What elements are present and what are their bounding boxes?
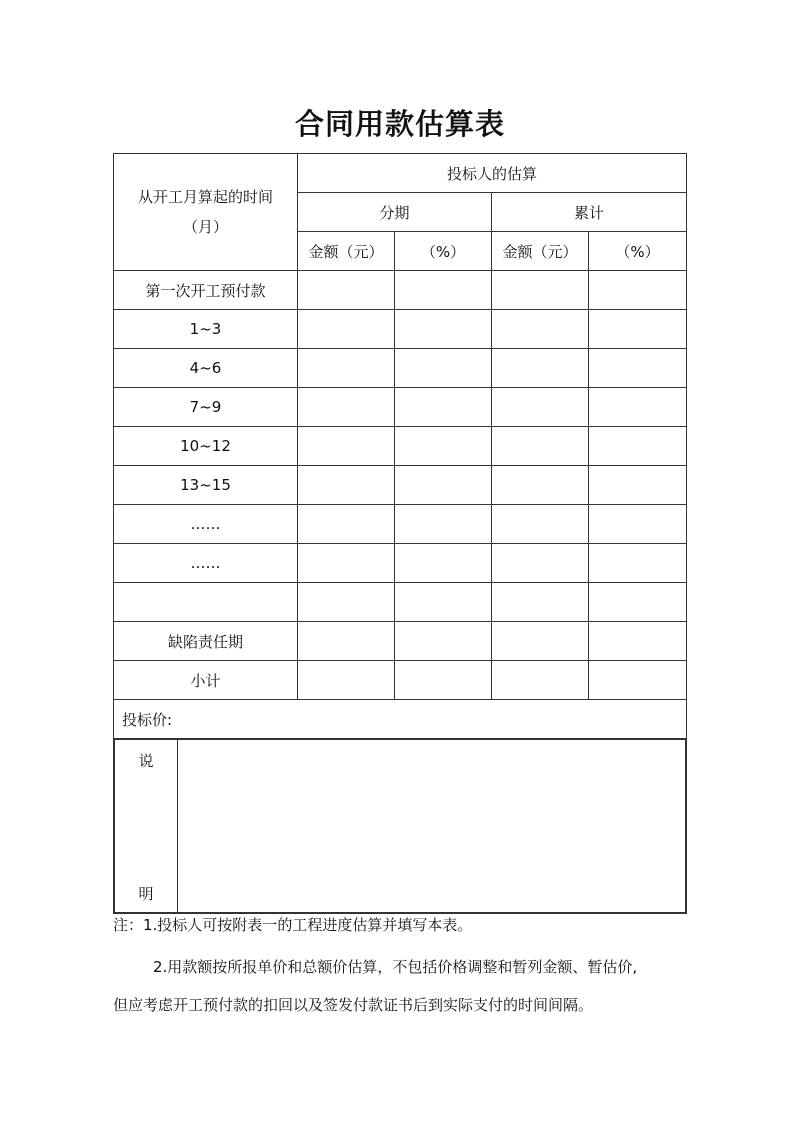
notes-label bbox=[115, 740, 178, 913]
row-label: 7~9 bbox=[114, 388, 298, 427]
cumulative-percent-header: （%） bbox=[589, 232, 687, 271]
time-header-line2: （月） bbox=[182, 218, 228, 236]
installment-percent-cell[interactable] bbox=[395, 661, 492, 700]
table-row bbox=[114, 271, 687, 310]
row-label: 10~12 bbox=[114, 427, 298, 466]
installment-amount-cell[interactable] bbox=[298, 466, 395, 505]
row-label: 小计 bbox=[114, 661, 298, 700]
installment-percent-cell[interactable] bbox=[395, 544, 492, 583]
table-row bbox=[114, 466, 687, 505]
cumulative-amount-cell[interactable] bbox=[492, 505, 589, 544]
installment-amount-cell[interactable] bbox=[298, 427, 395, 466]
installment-percent-cell[interactable] bbox=[395, 388, 492, 427]
installment-percent-cell[interactable] bbox=[395, 310, 492, 349]
notes-content-area[interactable] bbox=[178, 740, 686, 913]
installment-percent-cell[interactable] bbox=[395, 349, 492, 388]
cumulative-amount-cell[interactable] bbox=[492, 622, 589, 661]
cumulative-percent-cell[interactable] bbox=[589, 583, 687, 622]
cumulative-percent-cell[interactable] bbox=[589, 622, 687, 661]
footnote-line-3: 但应考虑开工预付款的扣回以及签发付款证书后到实际支付的时间间隔。 bbox=[113, 996, 594, 1014]
payment-estimate-table bbox=[113, 153, 687, 914]
cumulative-percent-cell[interactable] bbox=[589, 388, 687, 427]
installment-amount-cell[interactable] bbox=[298, 271, 395, 310]
cumulative-header: 累计 bbox=[492, 193, 687, 232]
table-row bbox=[114, 310, 687, 349]
installment-percent-header: （%） bbox=[395, 232, 492, 271]
bid-price-label: 投标价: bbox=[122, 710, 173, 729]
notes-label-char-bottom: 明 bbox=[138, 885, 154, 903]
table-row bbox=[114, 427, 687, 466]
cumulative-percent-cell[interactable] bbox=[589, 427, 687, 466]
footnote-line-1: 注：1.投标人可按附表一的工程进度估算并填写本表。 bbox=[113, 916, 473, 934]
bidder-estimate-header: 投标人的估算 bbox=[298, 154, 687, 193]
cumulative-amount-cell[interactable] bbox=[492, 427, 589, 466]
installment-amount-cell[interactable] bbox=[298, 310, 395, 349]
time-column-header bbox=[114, 154, 298, 271]
bid-price-row[interactable] bbox=[114, 700, 687, 739]
row-label: 缺陷责任期 bbox=[114, 622, 298, 661]
installment-percent-cell[interactable] bbox=[395, 583, 492, 622]
row-label: …… bbox=[114, 544, 298, 583]
installment-percent-cell[interactable] bbox=[395, 427, 492, 466]
cumulative-amount-cell[interactable] bbox=[492, 583, 589, 622]
cumulative-amount-cell[interactable] bbox=[492, 388, 589, 427]
installment-amount-cell[interactable] bbox=[298, 661, 395, 700]
cumulative-percent-cell[interactable] bbox=[589, 544, 687, 583]
table-row bbox=[114, 388, 687, 427]
installment-percent-cell[interactable] bbox=[395, 466, 492, 505]
cumulative-amount-cell[interactable] bbox=[492, 661, 589, 700]
installment-percent-cell[interactable] bbox=[395, 505, 492, 544]
row-label: 第一次开工预付款 bbox=[114, 271, 298, 310]
cumulative-percent-cell[interactable] bbox=[589, 505, 687, 544]
installment-amount-cell[interactable] bbox=[298, 544, 395, 583]
installment-amount-cell[interactable] bbox=[298, 349, 395, 388]
installment-percent-cell[interactable] bbox=[395, 271, 492, 310]
cumulative-amount-cell[interactable] bbox=[492, 310, 589, 349]
installment-header: 分期 bbox=[298, 193, 492, 232]
footnote-line-2: 2.用款额按所报单价和总额价估算，不包括价格调整和暂列金额、暂估价, bbox=[153, 958, 638, 976]
time-header-line1: 从开工月算起的时间 bbox=[137, 188, 273, 206]
cumulative-percent-cell[interactable] bbox=[589, 271, 687, 310]
table-row bbox=[114, 583, 687, 622]
cumulative-amount-cell[interactable] bbox=[492, 271, 589, 310]
row-label: …… bbox=[114, 505, 298, 544]
cumulative-percent-cell[interactable] bbox=[589, 310, 687, 349]
cumulative-amount-cell[interactable] bbox=[492, 349, 589, 388]
notes-label-char-top: 说 bbox=[138, 752, 154, 770]
table-row bbox=[114, 661, 687, 700]
installment-amount-cell[interactable] bbox=[298, 388, 395, 427]
table-row bbox=[114, 622, 687, 661]
installment-amount-cell[interactable] bbox=[298, 505, 395, 544]
row-label: 1~3 bbox=[114, 310, 298, 349]
cumulative-percent-cell[interactable] bbox=[589, 466, 687, 505]
installment-amount-header: 金额（元） bbox=[298, 232, 395, 271]
installment-amount-cell[interactable] bbox=[298, 622, 395, 661]
table-row bbox=[114, 505, 687, 544]
table-row bbox=[114, 544, 687, 583]
row-label: 4~6 bbox=[114, 349, 298, 388]
row-label bbox=[114, 583, 298, 622]
installment-percent-cell[interactable] bbox=[395, 622, 492, 661]
row-label: 13~15 bbox=[114, 466, 298, 505]
table-row bbox=[114, 349, 687, 388]
cumulative-amount-cell[interactable] bbox=[492, 544, 589, 583]
installment-amount-cell[interactable] bbox=[298, 583, 395, 622]
cumulative-percent-cell[interactable] bbox=[589, 661, 687, 700]
cumulative-amount-cell[interactable] bbox=[492, 466, 589, 505]
cumulative-amount-header: 金额（元） bbox=[492, 232, 589, 271]
page-title: 合同用款估算表 bbox=[294, 107, 505, 141]
notes-row bbox=[114, 739, 687, 914]
cumulative-percent-cell[interactable] bbox=[589, 349, 687, 388]
